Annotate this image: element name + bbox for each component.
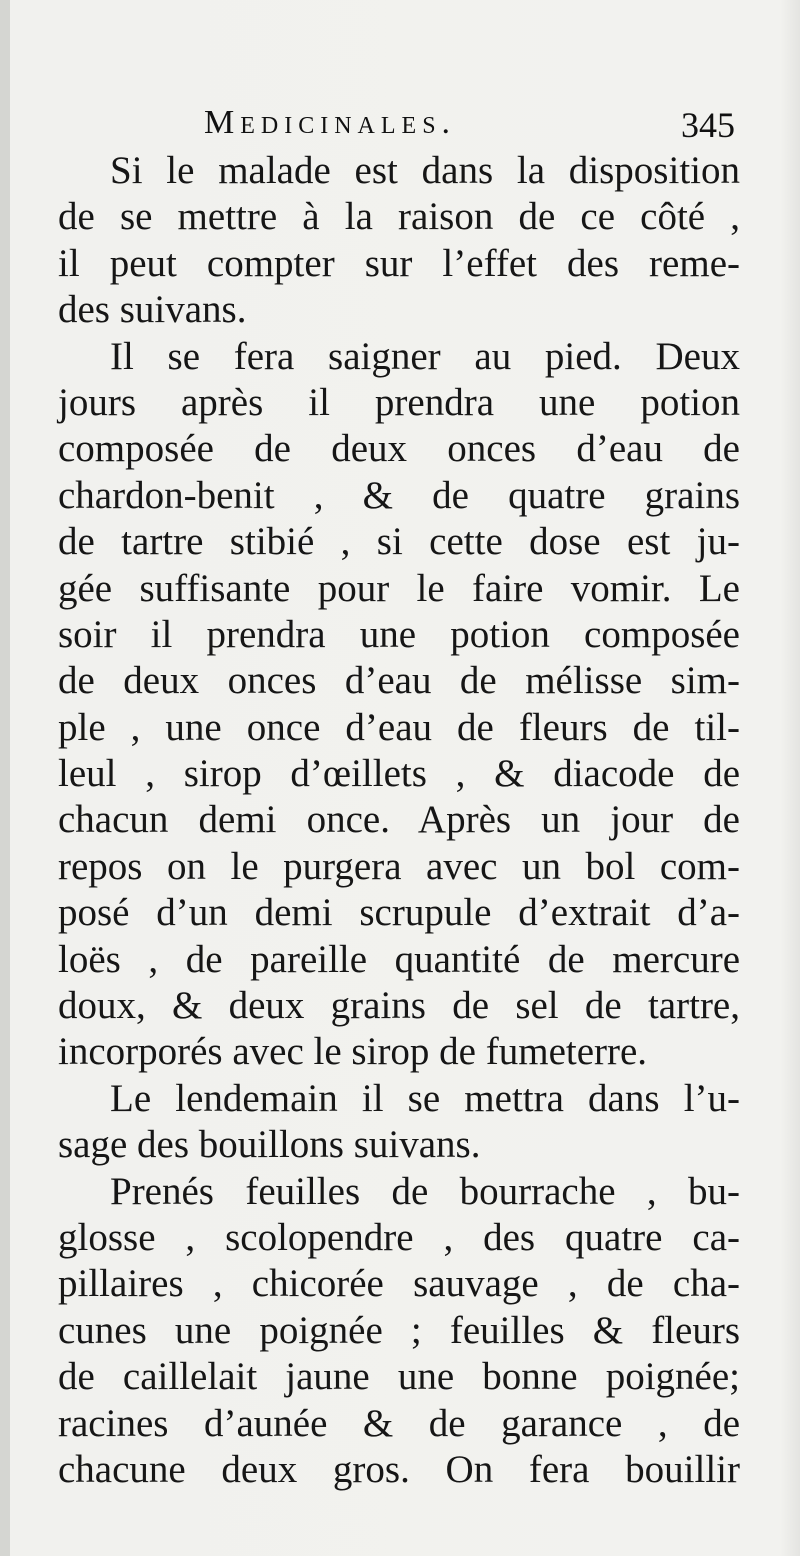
text-line: des suivans. (58, 288, 247, 332)
text-line: soir il prendra une potion composée (58, 612, 740, 656)
text-line: composée de deux onces d’eau de (58, 427, 740, 471)
text-line: chacune deux gros. On fera bouillir (58, 1447, 740, 1491)
text-line: il peut compter sur l’effet des reme- (58, 241, 740, 285)
running-title: Medicinales. (204, 104, 457, 141)
text-line: glosse , scolopendre , des quatre ca- (58, 1215, 740, 1259)
page-gutter-shadow (0, 0, 10, 1556)
text-line: jours après il prendra une potion (58, 380, 740, 424)
text-line: sage des bouillons suivans. (58, 1123, 481, 1167)
text-line: posé d’un demi scrupule d’extrait d’a- (58, 891, 740, 935)
text-line: cunes une poignée ; feuilles & fleurs (58, 1308, 740, 1352)
page-header (190, 104, 735, 154)
text-line: de se mettre à la raison de ce côté , (58, 195, 740, 239)
page-number: 345 (681, 105, 735, 145)
text-line: racines d’aunée & de garance , de (58, 1401, 740, 1445)
text-line: Prenés feuilles de bourrache , bu- (110, 1169, 740, 1213)
text-line: chardon-benit , & de quatre grains (58, 473, 740, 517)
text-line: de deux onces d’eau de mélisse sim- (58, 659, 740, 703)
text-line: chacun demi once. Après un jour de (58, 798, 740, 842)
text-line: Il se fera saigner au pied. Deux (110, 334, 740, 378)
text-line: ple , une once d’eau de fleurs de til- (58, 705, 740, 749)
text-line: doux, & deux grains de sel de tartre, (58, 984, 740, 1028)
text-line: de tartre stibié , si cette dose est ju- (58, 520, 740, 564)
body-text (58, 148, 740, 1493)
text-line: loës , de pareille quantité de mercure (58, 937, 740, 981)
text-line: gée suffisante pour le faire vomir. Le (58, 566, 740, 610)
text-line: repos on le purgera avec un bol com- (58, 844, 740, 888)
text-line: Le lendemain il se mettra dans l’u- (110, 1076, 740, 1120)
text-line: pillaires , chicorée sauvage , de cha- (58, 1262, 740, 1306)
text-line: incorporés avec le sirop de fumeterre. (58, 1030, 648, 1074)
text-line: Si le malade est dans la disposition (110, 149, 740, 192)
text-line: de caillelait jaune une bonne poignée; (58, 1355, 740, 1399)
text-line: leul , sirop d’œillets , & diacode de (58, 752, 740, 796)
